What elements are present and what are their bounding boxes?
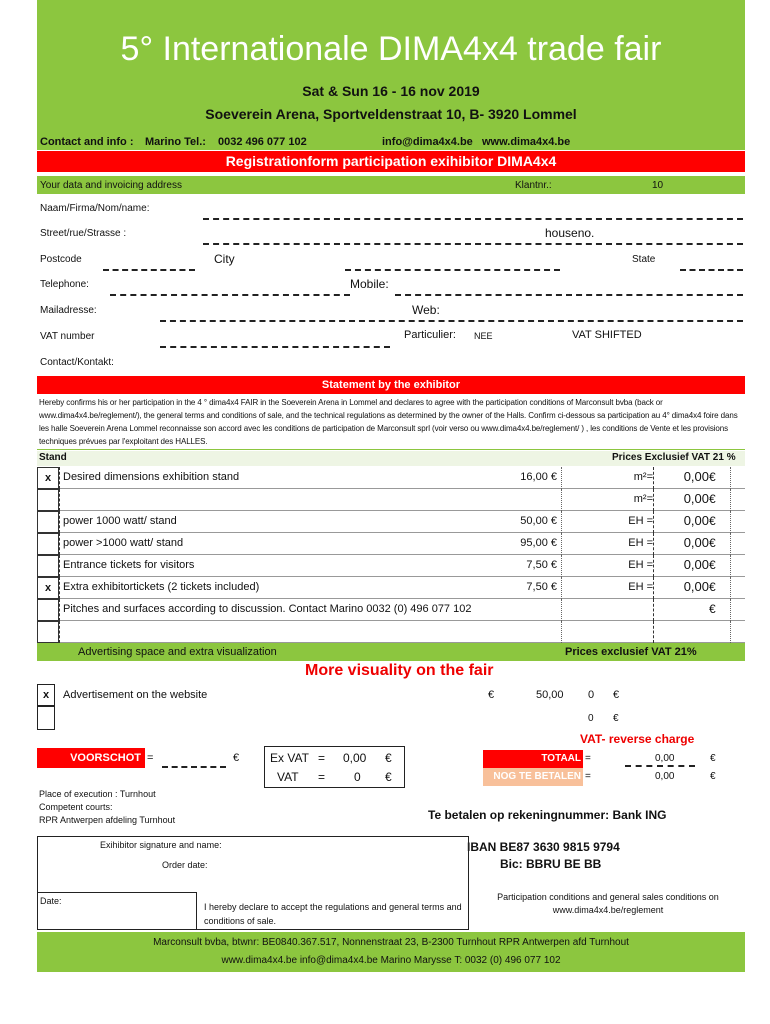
mail-label: Mailadresse: [40, 305, 97, 316]
postcode-field[interactable] [103, 269, 195, 271]
stand-checkbox[interactable] [37, 511, 59, 533]
stand-row [37, 489, 745, 511]
stand-label: Stand [39, 452, 67, 463]
quantity-input[interactable] [653, 511, 654, 533]
city-field[interactable] [345, 269, 560, 271]
nog-value: 0,00 [655, 771, 675, 782]
header-banner [37, 0, 745, 150]
street-field[interactable] [203, 243, 743, 245]
advertising-label: Advertising space and extra visualization [78, 646, 277, 658]
stand-item-value: 0,00 [683, 535, 709, 550]
stand-checkbox[interactable]: x [37, 467, 59, 489]
stand-checkbox[interactable] [37, 533, 59, 555]
stand-item-price: 16,00 € [520, 471, 557, 483]
stand-item-label: power >1000 watt/ stand [63, 537, 184, 549]
nog-eq: = [585, 771, 591, 782]
state-label: State [632, 254, 656, 265]
stand-item-currency: € [709, 580, 716, 594]
cell-divider [561, 599, 562, 621]
cell-divider [730, 489, 731, 511]
stand-item-value: 0,00 [683, 557, 709, 572]
klantnr-label: Klantnr.: [515, 180, 552, 191]
cell-divider [730, 533, 731, 555]
state-field[interactable] [680, 269, 743, 271]
address-section-title: Your data and invoicing address [40, 180, 182, 191]
stand-row [37, 555, 745, 577]
advert-row2-cur: € [613, 713, 619, 724]
footer-line1: Marconsult bvba, btwnr: BE0840.367.517, Nonnenstraat 23, B-2300 Turnhout RPR Antwerpen afd Turnhout [153, 937, 629, 948]
klantnr-value: 10 [652, 180, 664, 191]
advertising-prices-label: Prices exclusief VAT 21% [565, 646, 697, 658]
nog-label: NOG TE BETALEN [483, 768, 583, 786]
stand-item-currency: € [709, 492, 716, 506]
stand-item-unit: m²= [633, 471, 653, 483]
order-date-label: Order date: [162, 860, 208, 870]
vat-value: 0 [354, 770, 361, 784]
stand-item-label: Entrance tickets for visitors [63, 559, 195, 571]
cell-divider [730, 599, 731, 621]
stand-item-label: Extra exhibitortickets (2 tickets included) [63, 581, 260, 593]
voorschot-eq: = [147, 752, 154, 764]
stand-checkbox[interactable] [37, 555, 59, 577]
quantity-input[interactable] [653, 555, 654, 577]
stand-item-unit: EH = [628, 559, 653, 571]
cell-divider [59, 467, 60, 489]
telephone-field[interactable] [110, 294, 350, 296]
stand-item-label: Pitches and surfaces according to discussion. Contact Marino 0032 (0) 496 077 102 [63, 603, 472, 615]
place-of-execution: Place of execution : Turnhout [39, 789, 156, 799]
stand-row [37, 577, 745, 599]
street-label: Street/rue/Strasse : [40, 228, 127, 239]
nog-euro: € [710, 771, 716, 782]
stand-item-value: 0,00 [683, 579, 709, 594]
stand-item-currency: € [709, 470, 716, 484]
exvat-eq: = [318, 751, 326, 765]
competent-courts: Competent courts: [39, 802, 113, 812]
cell-divider [561, 621, 562, 643]
advert-checkbox-2[interactable] [37, 706, 55, 730]
particulier-label: Particulier: [404, 329, 456, 341]
voorschot-label: VOORSCHOT [37, 748, 145, 768]
page-title: 5° Internationale DIMA4x4 trade fair [120, 30, 662, 68]
telephone-label: Telephone: [40, 279, 89, 290]
form-title: Registrationform participation exihibitor DIMA4x4 [37, 151, 745, 172]
vat-total-label: VAT [277, 770, 299, 784]
event-date: Sat & Sun 16 - 16 nov 2019 [302, 83, 480, 99]
quantity-input[interactable] [653, 467, 654, 489]
houseno-label: houseno. [545, 226, 595, 240]
rpr: RPR Antwerpen afdeling Turnhout [39, 815, 176, 825]
stand-item-price: 50,00 € [520, 515, 557, 527]
quantity-input[interactable] [653, 533, 654, 555]
stand-item-unit: EH = [628, 537, 653, 549]
pay-account: Te betalen op rekeningnummer: Bank ING [428, 808, 667, 822]
stand-item-price: 7,50 € [526, 581, 557, 593]
event-venue: Soeverein Arena, Sportveldenstraat 10, B- 3920 Lommel [205, 106, 577, 122]
stand-row [37, 511, 745, 533]
vat-label: VAT number [40, 331, 95, 342]
stand-checkbox[interactable] [37, 489, 59, 511]
cell-divider [59, 621, 60, 643]
contact-label: Contact and info : [40, 136, 134, 148]
statement-text: Hereby confirms his or her participation in the 4 ° dima4x4 FAIR in the Soeverein Arena in Lommel and declares to agree with the participation conditions of Marconsult bvba (back or www.dima4x4.be/reglement/), the general terms and conditions of sale, and the technical regulations as determined by the owner of the Halls. Confirm ci-dessous sa participation au 4° dima4x4 foire dans les halle Soeverein Arena Lommel reconnaisse son accord avec les conditions de participation de Marconsult sprl (voir verso ou www.dima4x4.be/reglement/ ) , les conditions de Vente et les provisions techniques prévues par l'exploitant des HALLES. [39, 398, 738, 446]
cell-divider [561, 489, 562, 511]
cell-divider [561, 467, 562, 489]
contact-website[interactable]: www.dima4x4.be [482, 136, 571, 148]
totaal-eq: = [585, 753, 591, 764]
quantity-input[interactable] [653, 577, 654, 599]
quantity-input[interactable] [653, 621, 654, 643]
name-field[interactable] [203, 218, 743, 220]
cell-divider [730, 511, 731, 533]
name-label: Naam/Firma/Nom/name: [40, 203, 150, 214]
vat-field[interactable] [160, 346, 390, 348]
cell-divider [730, 467, 731, 489]
conditions-text: Participation conditions and general sales conditions on www.dima4x4.be/reglement [497, 892, 719, 915]
stand-row [37, 533, 745, 555]
cell-divider [59, 599, 60, 621]
visuality-headline: More visuality on the fair [305, 662, 494, 679]
iban: IBAN BE87 3630 9815 9794 [467, 840, 620, 854]
totaal-value: 0,00 [655, 753, 675, 764]
stand-item-label: power 1000 watt/ stand [63, 515, 177, 527]
stand-checkbox[interactable]: x [37, 577, 59, 599]
quantity-input[interactable] [653, 489, 654, 511]
cell-divider [561, 555, 562, 577]
totaal-field [625, 765, 695, 767]
exvat-label: Ex VAT [270, 751, 309, 765]
advert-qty[interactable]: 0 [588, 689, 595, 701]
exvat-euro: € [385, 751, 392, 765]
cell-divider [59, 533, 60, 555]
stand-row [37, 467, 745, 489]
advert-item-label: Advertisement on the website [63, 689, 208, 701]
contact-phone: 0032 496 077 102 [218, 136, 307, 148]
cell-divider [730, 621, 731, 643]
city-label: City [214, 252, 235, 266]
declare-text: I hereby declare to accept the regulations and general terms and conditions of sale. [204, 902, 462, 926]
cell-divider [59, 555, 60, 577]
cell-divider [59, 577, 60, 599]
advert-row2-qty: 0 [588, 713, 594, 724]
stand-row [37, 599, 745, 621]
stand-item-value: 0,00 [683, 469, 709, 484]
vat-euro: € [385, 770, 392, 784]
totaal-euro: € [710, 753, 716, 764]
web-label: Web: [412, 303, 440, 317]
stand-item-currency: € [709, 558, 716, 572]
stand-item-value: 0,00 [683, 513, 709, 528]
voorschot-field[interactable] [162, 766, 226, 768]
cell-divider [561, 511, 562, 533]
stand-checkbox[interactable] [37, 621, 59, 643]
stand-row [37, 621, 745, 643]
stand-item-unit: m²= [633, 493, 653, 505]
stand-item-currency: € [709, 602, 716, 616]
mail-field[interactable] [160, 320, 743, 322]
vat-shifted-label: VAT SHIFTED [572, 329, 642, 341]
cell-divider [730, 577, 731, 599]
postcode-label: Postcode [40, 254, 82, 265]
cell-divider [561, 533, 562, 555]
statement-title: Statement by the exhibitor [37, 376, 745, 394]
cell-divider [59, 511, 60, 533]
advert-cur: € [488, 689, 495, 701]
mobile-field[interactable] [395, 294, 743, 296]
mobile-label: Mobile: [350, 277, 389, 291]
advert-checkbox[interactable]: x [37, 684, 55, 706]
quantity-input[interactable] [653, 599, 654, 621]
stand-item-unit: EH = [628, 515, 653, 527]
stand-checkbox[interactable] [37, 599, 59, 621]
footer-line2: www.dima4x4.be info@dima4x4.be Marino Marysse T: 0032 (0) 496 077 102 [221, 955, 561, 966]
divider [37, 449, 745, 450]
stand-item-currency: € [709, 536, 716, 550]
signature-label: Exihibitor signature and name: [100, 840, 222, 850]
advert-cur2: € [613, 689, 620, 701]
cell-divider [730, 555, 731, 577]
date-label: Date: [40, 896, 62, 906]
particulier-value[interactable]: NEE [474, 331, 493, 341]
stand-item-price: 7,50 € [526, 559, 557, 571]
contact-name: Marino Tel.: [145, 136, 206, 148]
bic: Bic: BBRU BE BB [500, 857, 602, 871]
contact-email[interactable]: info@dima4x4.be [382, 136, 473, 148]
stand-item-value: 0,00 [683, 491, 709, 506]
voorschot-euro: € [233, 752, 240, 764]
cell-divider [561, 577, 562, 599]
contact-person-label: Contact/Kontakt: [40, 357, 114, 368]
exvat-value: 0,00 [343, 751, 367, 765]
stand-item-unit: EH = [628, 581, 653, 593]
advert-price: 50,00 [536, 689, 564, 701]
stand-item-price: 95,00 € [520, 537, 557, 549]
cell-divider [59, 489, 60, 511]
stand-item-currency: € [709, 514, 716, 528]
totaal-label: TOTAAL [483, 750, 583, 768]
vat-reverse-label: VAT- reverse charge [580, 732, 695, 746]
stand-prices-label: Prices Exclusief VAT 21 % [612, 452, 736, 463]
stand-item-label: Desired dimensions exhibition stand [63, 471, 240, 483]
vat-eq: = [318, 770, 326, 784]
